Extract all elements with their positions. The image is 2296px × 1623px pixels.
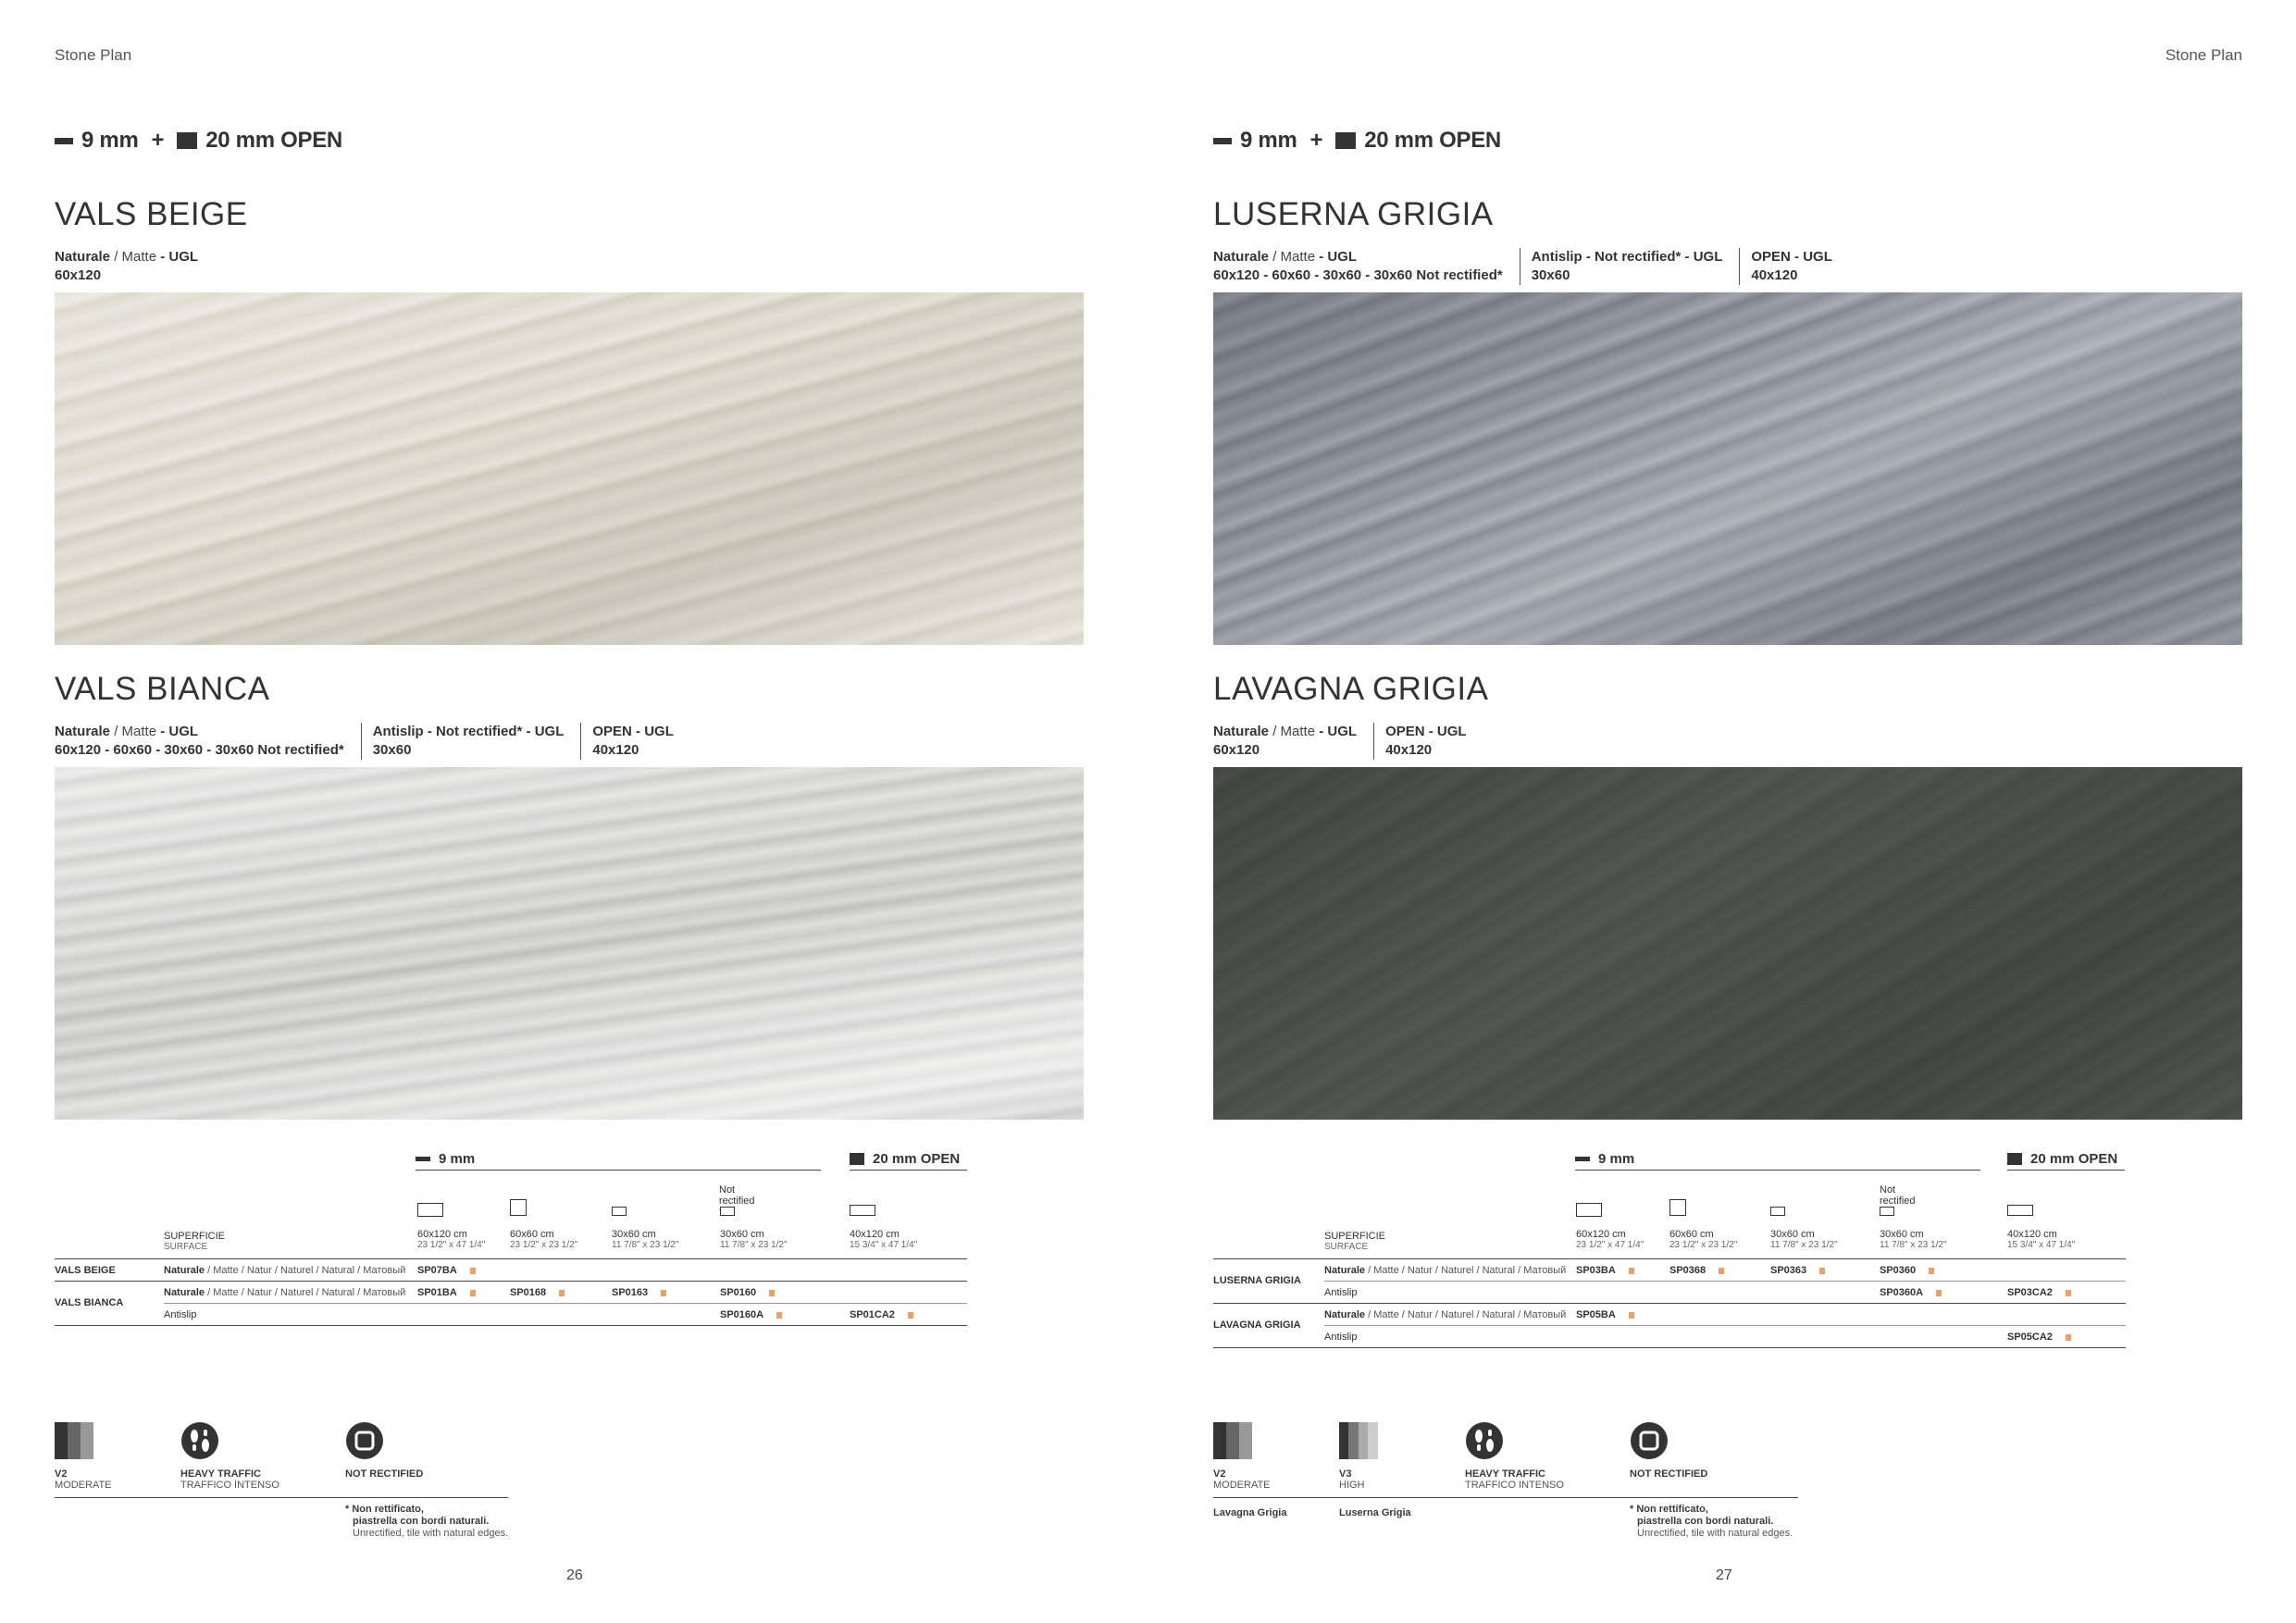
product-specs-luserna-grigia	[1213, 248, 1849, 285]
thickness-badge-right	[1213, 128, 1501, 154]
v3-product-luserna: Luserna Grigia	[1339, 1507, 1411, 1518]
size-60x120-icon	[1576, 1203, 1602, 1217]
spec-sizes: 30x60	[372, 742, 412, 758]
table-divider	[1324, 1281, 2126, 1282]
code-cell: SP01BA	[417, 1287, 476, 1298]
tile-image-vals-beige	[55, 292, 1084, 645]
table-divider	[1213, 1303, 2126, 1304]
spec-finish-en: Matte	[121, 249, 157, 265]
product-specs-lavagna-grigia	[1213, 723, 1483, 760]
code-cell: SP01CA2	[850, 1309, 913, 1320]
not-rectified-note: * Non rettificato, piastrella con bordi naturali. Unrectified, tile with natural edges.	[1630, 1504, 1793, 1539]
size-40x120-icon	[2007, 1205, 2033, 1216]
thick-slab-icon	[177, 132, 197, 149]
spec-type: UGL	[1327, 249, 1358, 265]
surface-antislip: Antislip	[164, 1309, 197, 1320]
spec-open	[1373, 723, 1483, 760]
row-name-lavagna-grigia: LAVAGNA GRIGIA	[1213, 1319, 1301, 1331]
thickness-thin-label: 9 mm	[81, 128, 139, 153]
thickness-thick-label: 20 mm OPEN	[205, 128, 342, 153]
spec-finish: OPEN - UGL	[1751, 249, 1832, 265]
tile-image-lavagna-grigia	[1213, 767, 2242, 1120]
code-cell: SP0168	[510, 1287, 565, 1298]
table-divider	[1213, 1258, 2126, 1259]
code-cell: SP0363	[1770, 1265, 1825, 1276]
table-header-9mm	[416, 1147, 821, 1171]
code-cell: SP0360	[1880, 1265, 1934, 1276]
spec-finish-en: Matte	[1280, 724, 1316, 739]
v2-label: V2 MODERATE	[55, 1468, 112, 1491]
spec-open	[1739, 248, 1849, 285]
size-30x60-icon	[1770, 1207, 1785, 1216]
code-cell: SP0368	[1669, 1265, 1724, 1276]
heavy-traffic-label: HEAVY TRAFFIC TRAFFICO INTENSO	[1465, 1468, 1564, 1491]
table-header-20mm-label: 20 mm OPEN	[873, 1150, 961, 1167]
product-title-vals-bianca: VALS BIANCA	[55, 671, 270, 707]
page-number-right: 27	[1716, 1567, 1732, 1583]
page-header-right: Stone Plan	[2165, 46, 2242, 64]
table-divider	[55, 1281, 967, 1282]
table-divider	[55, 1325, 967, 1326]
spec-sizes: 60x120 - 60x60 - 30x60 - 30x60 Not rectified*	[1213, 267, 1503, 283]
row-name-luserna-grigia: LUSERNA GRIGIA	[1213, 1275, 1301, 1286]
size-30x60-nr-icon	[1880, 1207, 1894, 1216]
spec-antislip	[361, 723, 581, 760]
surface-antislip: Antislip	[1324, 1332, 1358, 1343]
spec-type: UGL	[168, 724, 199, 739]
surface-antislip: Antislip	[1324, 1287, 1358, 1298]
thickness-plus: +	[1309, 128, 1323, 153]
size-header-40x120: 40x120 cm 15 3/4" x 47 1/4"	[850, 1229, 918, 1250]
size-header-40x120: 40x120 cm 15 3/4" x 47 1/4"	[2007, 1229, 2076, 1250]
spec-sizes: 30x60	[1531, 267, 1570, 283]
product-specs-vals-bianca	[55, 723, 690, 760]
table-divider	[1213, 1347, 2126, 1348]
page-number-left: 26	[566, 1567, 583, 1583]
code-cell: SP0163	[612, 1287, 666, 1298]
thickness-thin-label: 9 mm	[1240, 128, 1297, 153]
not-rectified-header: Not rectified	[719, 1184, 755, 1207]
spec-sizes: 60x120	[1213, 742, 1260, 758]
product-title-lavagna-grigia: LAVAGNA GRIGIA	[1213, 671, 1489, 707]
spec-open	[580, 723, 690, 760]
spec-finish: Antislip - Not rectified* - UGL	[1531, 249, 1723, 265]
table-header-9mm	[1575, 1147, 1980, 1171]
size-30x60-icon	[612, 1207, 627, 1216]
spec-sizes: 60x120	[55, 267, 102, 283]
spec-finish: Antislip - Not rectified* - UGL	[372, 724, 565, 739]
size-header-60x120: 60x120 cm 23 1/2" x 47 1/4"	[417, 1229, 486, 1250]
spec-naturale: Naturale / Matte - UGL 60x120	[1213, 724, 1358, 758]
size-header-60x120: 60x120 cm 23 1/2" x 47 1/4"	[1576, 1229, 1644, 1250]
heavy-traffic-icon	[1465, 1421, 1504, 1460]
product-title-luserna-grigia: LUSERNA GRIGIA	[1213, 196, 1494, 232]
surface-naturale: Naturale / Matte / Natur / Naturel / Natural / Матовый	[1324, 1309, 1567, 1320]
size-header-60x60: 60x60 cm 23 1/2" x 23 1/2"	[1669, 1229, 1738, 1250]
spec-naturale: Naturale / Matte - UGL 60x120 - 60x60 - 30x60 - 30x60 Not rectified*	[55, 724, 344, 758]
code-cell: SP0160A	[720, 1309, 782, 1320]
v2-variation-icon	[55, 1422, 93, 1459]
spec-sizes: 40x120	[592, 742, 639, 758]
spec-finish: Naturale	[1213, 724, 1270, 739]
spec-finish: OPEN - UGL	[592, 724, 674, 739]
code-cell: SP05CA2	[2007, 1332, 2071, 1343]
tile-image-luserna-grigia	[1213, 292, 2242, 645]
thickness-thick-label: 20 mm OPEN	[1364, 128, 1501, 153]
code-cell: SP0160	[720, 1287, 775, 1298]
surface-naturale: Naturale / Matte / Natur / Naturel / Natural / Матовый	[164, 1287, 406, 1298]
table-divider	[55, 1258, 967, 1259]
thick-slab-icon	[2007, 1153, 2022, 1165]
not-rectified-icon	[345, 1421, 384, 1460]
size-header-30x60-nr: 30x60 cm 11 7/8" x 23 1/2"	[1880, 1229, 1947, 1250]
table-header-20mm-label: 20 mm OPEN	[2030, 1150, 2118, 1167]
product-title-vals-beige: VALS BEIGE	[55, 196, 248, 232]
table-header-9mm-label: 9 mm	[439, 1150, 476, 1167]
table-header-9mm-label: 9 mm	[1598, 1150, 1635, 1167]
v2-product-lavagna: Lavagna Grigia	[1213, 1507, 1287, 1518]
size-30x60-nr-icon	[720, 1207, 735, 1216]
table-header-20mm	[2007, 1147, 2125, 1171]
thin-slab-icon	[416, 1157, 430, 1161]
not-rectified-label: NOT RECTIFIED	[345, 1468, 424, 1480]
size-header-30x60: 30x60 cm 11 7/8" x 23 1/2"	[612, 1229, 679, 1250]
spec-finish: Naturale	[1213, 249, 1270, 265]
code-cell: SP03BA	[1576, 1265, 1634, 1276]
code-cell: SP07BA	[417, 1265, 476, 1276]
spec-sizes: 40x120	[1751, 267, 1798, 283]
code-cell: SP0360A	[1880, 1287, 1942, 1298]
v2-label: V2 MODERATE	[1213, 1468, 1271, 1491]
tile-image-vals-bianca	[55, 767, 1084, 1120]
surface-naturale: Naturale / Matte / Natur / Naturel / Natural / Матовый	[164, 1265, 406, 1276]
product-specs-vals-beige	[55, 248, 215, 285]
not-rectified-header: Not rectified	[1880, 1184, 1916, 1207]
code-cell: SP05BA	[1576, 1309, 1634, 1320]
size-header-30x60-nr: 30x60 cm 11 7/8" x 23 1/2"	[720, 1229, 788, 1250]
spec-finish: OPEN - UGL	[1385, 724, 1467, 739]
spec-antislip	[1520, 248, 1740, 285]
code-cell: SP03CA2	[2007, 1287, 2071, 1298]
surface-naturale: Naturale / Matte / Natur / Naturel / Natural / Матовый	[1324, 1265, 1567, 1276]
spec-type: UGL	[168, 249, 199, 265]
thin-slab-icon	[1575, 1157, 1590, 1161]
table-divider	[1324, 1325, 2126, 1326]
row-name-vals-bianca: VALS BIANCA	[55, 1297, 124, 1308]
table-header-20mm	[850, 1147, 967, 1171]
thick-slab-icon	[850, 1153, 864, 1165]
v3-label: V3 HIGH	[1339, 1468, 1365, 1491]
table-divider	[164, 1303, 967, 1304]
size-header-60x60: 60x60 cm 23 1/2" x 23 1/2"	[510, 1229, 578, 1250]
v3-variation-icon	[1339, 1422, 1378, 1459]
spec-finish-en: Matte	[121, 724, 157, 739]
thickness-plus: +	[151, 128, 165, 153]
surface-header: SUPERFICIE SURFACE	[1324, 1231, 1386, 1252]
heavy-traffic-icon	[180, 1421, 219, 1460]
thickness-badge-left	[55, 128, 342, 154]
spec-naturale: Naturale / Matte - UGL 60x120	[55, 249, 199, 283]
not-rectified-icon	[1630, 1421, 1669, 1460]
spec-type: UGL	[1327, 724, 1358, 739]
row-name-vals-beige: VALS BEIGE	[55, 1265, 116, 1276]
v2-variation-icon	[1213, 1422, 1252, 1459]
size-header-30x60: 30x60 cm 11 7/8" x 23 1/2"	[1770, 1229, 1838, 1250]
spec-finish: Naturale	[55, 724, 111, 739]
thin-slab-icon	[1213, 138, 1232, 144]
legend-divider	[1213, 1497, 1798, 1498]
spec-sizes: 60x120 - 60x60 - 30x60 - 30x60 Not rectified*	[55, 742, 344, 758]
thick-slab-icon	[1335, 132, 1356, 149]
not-rectified-label: NOT RECTIFIED	[1630, 1468, 1708, 1480]
heavy-traffic-label: HEAVY TRAFFIC TRAFFICO INTENSO	[180, 1468, 279, 1491]
spec-sizes: 40x120	[1385, 742, 1433, 758]
size-40x120-icon	[850, 1205, 875, 1216]
spec-naturale: Naturale / Matte - UGL 60x120 - 60x60 - 30x60 - 30x60 Not rectified*	[1213, 249, 1503, 283]
size-60x60-icon	[510, 1199, 527, 1216]
size-60x60-icon	[1669, 1199, 1686, 1216]
legend-divider	[55, 1497, 508, 1498]
page-header-left: Stone Plan	[55, 46, 132, 64]
not-rectified-note: * Non rettificato, piastrella con bordi naturali. Unrectified, tile with natural edges.	[345, 1504, 509, 1539]
surface-header: SUPERFICIE SURFACE	[164, 1231, 226, 1252]
size-60x120-icon	[417, 1203, 443, 1217]
spec-finish: Naturale	[55, 249, 111, 265]
thin-slab-icon	[55, 138, 73, 144]
spec-finish-en: Matte	[1280, 249, 1316, 265]
